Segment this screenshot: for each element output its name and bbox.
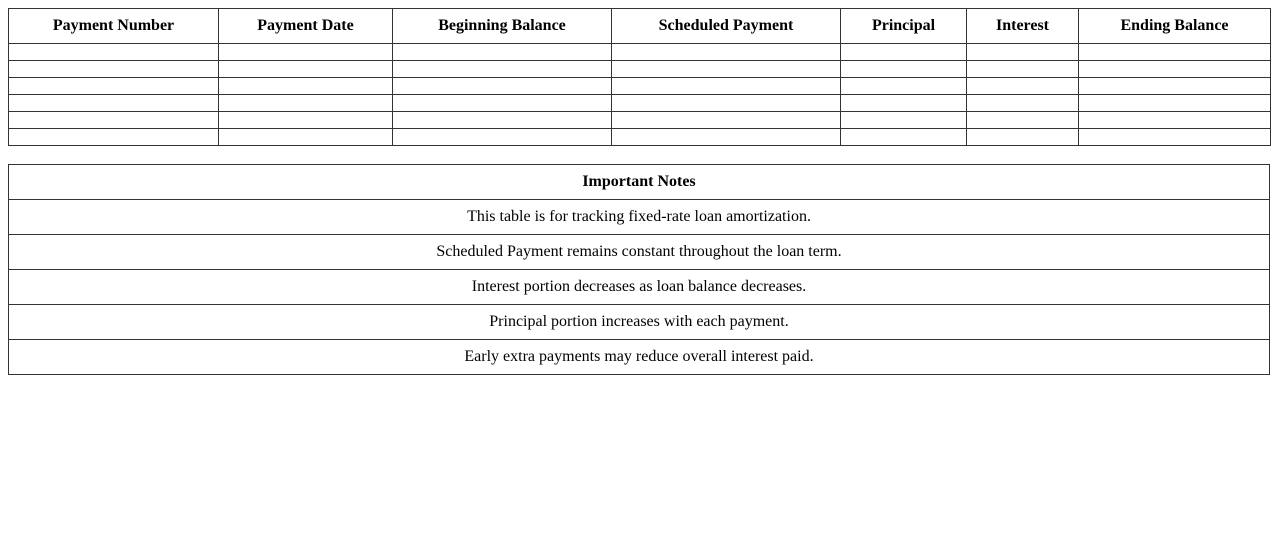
- cell-scheduled-payment: [612, 112, 841, 129]
- header-beginning-balance: Beginning Balance: [393, 9, 612, 44]
- note-text: Early extra payments may reduce overall interest paid.: [9, 340, 1270, 375]
- cell-ending-balance: [1079, 44, 1271, 61]
- cell-scheduled-payment: [612, 61, 841, 78]
- note-row: [9, 200, 1270, 235]
- cell-ending-balance: [1079, 112, 1271, 129]
- cell-payment-number: [9, 61, 219, 78]
- cell-scheduled-payment: [612, 44, 841, 61]
- cell-payment-date: [219, 61, 393, 78]
- table-row: [9, 112, 1271, 129]
- cell-interest: [967, 44, 1079, 61]
- cell-payment-number: [9, 44, 219, 61]
- note-row: [9, 270, 1270, 305]
- header-payment-number: Payment Number: [9, 9, 219, 44]
- cell-scheduled-payment: [612, 95, 841, 112]
- cell-ending-balance: [1079, 129, 1271, 146]
- table-row: [9, 44, 1271, 61]
- cell-ending-balance: [1079, 61, 1271, 78]
- note-text: Scheduled Payment remains constant throughout the loan term.: [9, 235, 1270, 270]
- cell-payment-number: [9, 112, 219, 129]
- cell-interest: [967, 95, 1079, 112]
- cell-payment-number: [9, 129, 219, 146]
- note-row: [9, 340, 1270, 375]
- header-principal: Principal: [841, 9, 967, 44]
- cell-payment-date: [219, 129, 393, 146]
- cell-beginning-balance: [393, 95, 612, 112]
- cell-beginning-balance: [393, 129, 612, 146]
- table-row: [9, 129, 1271, 146]
- header-ending-balance: Ending Balance: [1079, 9, 1271, 44]
- table-row: [9, 61, 1271, 78]
- cell-beginning-balance: [393, 78, 612, 95]
- important-notes-table: [8, 164, 1270, 375]
- cell-principal: [841, 44, 967, 61]
- table-row: [9, 78, 1271, 95]
- cell-scheduled-payment: [612, 129, 841, 146]
- cell-principal: [841, 95, 967, 112]
- cell-payment-number: [9, 78, 219, 95]
- cell-principal: [841, 78, 967, 95]
- cell-beginning-balance: [393, 44, 612, 61]
- cell-payment-date: [219, 78, 393, 95]
- notes-title: Important Notes: [9, 165, 1270, 200]
- cell-interest: [967, 78, 1079, 95]
- note-row: [9, 305, 1270, 340]
- header-payment-date: Payment Date: [219, 9, 393, 44]
- note-text: Interest portion decreases as loan balance decreases.: [9, 270, 1270, 305]
- header-interest: Interest: [967, 9, 1079, 44]
- cell-interest: [967, 61, 1079, 78]
- note-row: [9, 235, 1270, 270]
- cell-ending-balance: [1079, 95, 1271, 112]
- cell-payment-number: [9, 95, 219, 112]
- cell-beginning-balance: [393, 112, 612, 129]
- note-text: Principal portion increases with each payment.: [9, 305, 1270, 340]
- cell-principal: [841, 129, 967, 146]
- table-row: [9, 95, 1271, 112]
- cell-interest: [967, 112, 1079, 129]
- cell-ending-balance: [1079, 78, 1271, 95]
- header-scheduled-payment: Scheduled Payment: [612, 9, 841, 44]
- notes-header-row: [9, 165, 1270, 200]
- cell-principal: [841, 112, 967, 129]
- cell-interest: [967, 129, 1079, 146]
- note-text: This table is for tracking fixed-rate loan amortization.: [9, 200, 1270, 235]
- cell-scheduled-payment: [612, 78, 841, 95]
- cell-payment-date: [219, 95, 393, 112]
- amortization-table: [8, 8, 1271, 146]
- header-row: [9, 9, 1271, 44]
- cell-beginning-balance: [393, 61, 612, 78]
- cell-principal: [841, 61, 967, 78]
- cell-payment-date: [219, 112, 393, 129]
- cell-payment-date: [219, 44, 393, 61]
